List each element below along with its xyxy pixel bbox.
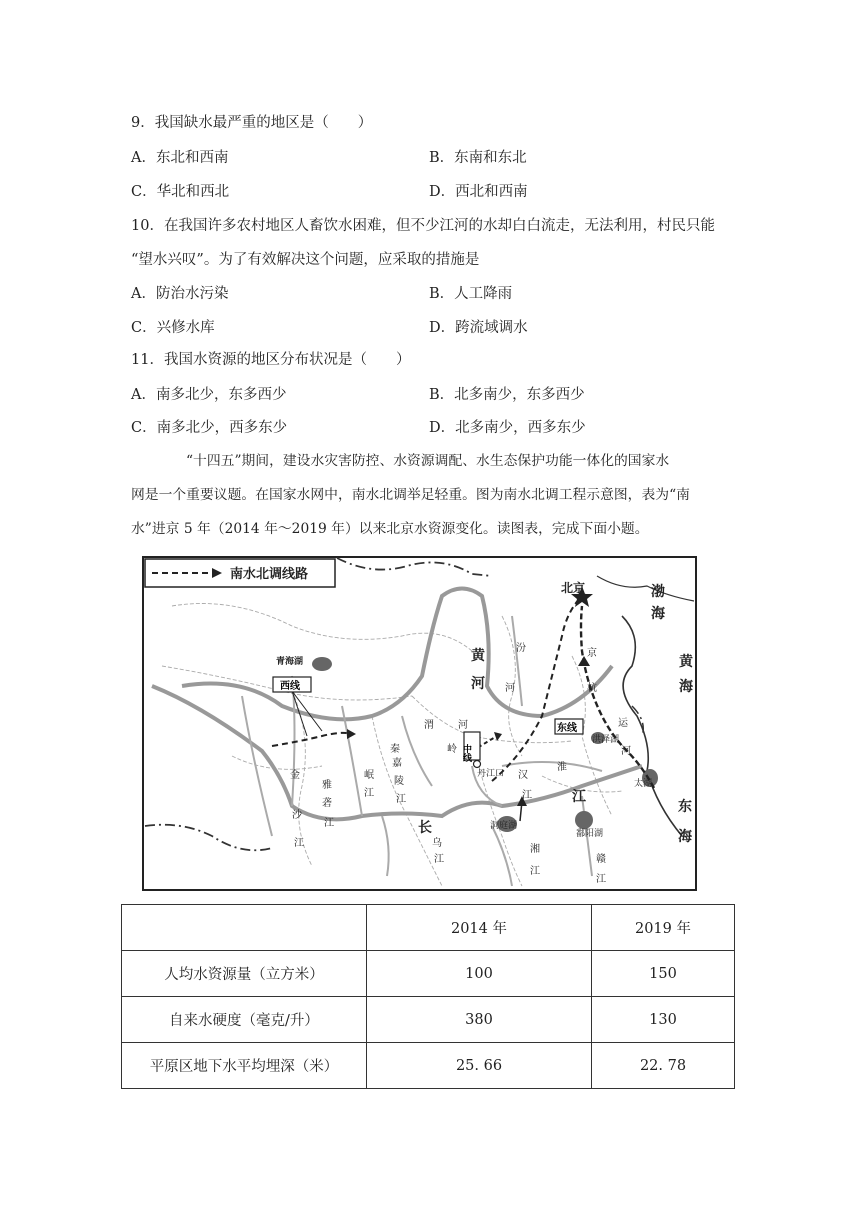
label-xiang-1: 湘 xyxy=(530,844,540,855)
label-min-2: 江 xyxy=(364,788,374,799)
south-north-water-diversion-map xyxy=(142,556,697,891)
label-jialing-3: 江 xyxy=(396,794,406,805)
label-gan-2: 江 xyxy=(596,874,606,885)
danjiangkou-point xyxy=(474,761,481,768)
label-huai: 淮 xyxy=(557,762,567,773)
q9-option-d: D．西北和西南 xyxy=(429,184,528,200)
q10-stem-line1: 10．在我国许多农村地区人畜饮水困难，但不少江河的水却白白流走，无法利用，村民只能 xyxy=(131,218,715,234)
label-jinsha-2: 沙 xyxy=(292,810,302,821)
label-huanghai-2: 海 xyxy=(679,679,693,695)
intro-line-2: 网是一个重要议题。在国家水网中，南水北调举足轻重。图为南水北调工程示意图，表为“南 xyxy=(131,487,690,503)
table-cell: 100 xyxy=(367,951,592,997)
label-yunhe-2: 河 xyxy=(621,746,631,757)
label-beijing: 北京 xyxy=(561,581,586,595)
label-huanghai-1: 黄 xyxy=(679,654,693,670)
table-cell: 150 xyxy=(592,951,735,997)
intro-line-3: 水”进京 5 年（2014 年～2019 年）以来北京水资源变化。读图表，完成下面小题。 xyxy=(131,521,649,537)
intro-line-1: “十四五”期间，建设水灾害防控、水资源调配、水生态保护功能一体化的国家水 xyxy=(186,453,670,469)
beijing-water-resources-table xyxy=(121,904,735,1089)
table-cell: 平原区地下水平均埋深（米） xyxy=(122,1043,367,1089)
table-row xyxy=(122,1043,735,1089)
label-wujiang-2: 江 xyxy=(434,854,444,865)
label-qinghai-lake: 青海湖 xyxy=(276,657,304,667)
label-yalong-1: 雅 xyxy=(322,780,332,791)
table-cell: 25. 66 xyxy=(367,1043,592,1089)
table-cell: 130 xyxy=(592,997,735,1043)
label-yalong-3: 江 xyxy=(324,818,334,829)
label-huanghe-2: 河 xyxy=(471,676,485,692)
label-hanjiang-1: 汉 xyxy=(518,770,528,781)
q11-stem: 11．我国水资源的地区分布状况是（ ） xyxy=(131,352,411,368)
label-gan-1: 赣 xyxy=(596,854,606,865)
table-header-row xyxy=(122,905,735,951)
table-row xyxy=(122,951,735,997)
middle-route-label: 中线 xyxy=(461,744,471,762)
label-jinghang-1: 京 xyxy=(587,648,597,659)
table-cell: 22. 78 xyxy=(592,1043,735,1089)
label-weihe-1: 渭 xyxy=(424,720,434,731)
label-jinsha-3: 江 xyxy=(294,838,304,849)
q11-option-b: B．北多南少，东多西少 xyxy=(429,387,585,403)
label-wujiang-1: 乌 xyxy=(432,838,442,849)
label-bohai-2: 海 xyxy=(651,606,665,622)
label-donghai-1: 东 xyxy=(678,799,692,815)
q10-option-b: B．人工降雨 xyxy=(429,286,513,302)
label-jialing-2: 陵 xyxy=(394,776,404,787)
label-changjiang-1: 长 xyxy=(418,820,432,836)
q10-option-c: C．兴修水库 xyxy=(131,320,215,336)
qinghai-lake xyxy=(312,657,332,671)
label-qinling-2: 岭 xyxy=(447,744,457,755)
label-qinling-1: 秦 xyxy=(390,744,400,755)
q11-option-a: A．南多北少，东多西少 xyxy=(131,387,287,403)
label-tai-lake: 太湖 xyxy=(634,779,653,789)
label-changjiang-2: 江 xyxy=(572,789,586,805)
label-xiang-2: 江 xyxy=(530,866,540,877)
q10-option-a: A．防治水污染 xyxy=(131,286,229,302)
label-danjiangkou: 丹江口 xyxy=(477,769,505,779)
label-yunhe-1: 运 xyxy=(618,718,628,729)
q9-option-a: A．东北和西南 xyxy=(131,150,229,166)
label-huanghe-1: 黄 xyxy=(471,648,485,664)
label-hongze-lake: 洪泽湖 xyxy=(592,735,620,745)
table-header-cell: 2019 年 xyxy=(592,905,735,951)
western-route-label: 西线 xyxy=(280,681,300,692)
table-header-cell xyxy=(122,905,367,951)
q9-stem: 9．我国缺水最严重的地区是（ ） xyxy=(131,115,373,131)
label-yalong-2: 砻 xyxy=(322,798,332,809)
q10-option-d: D．跨流域调水 xyxy=(429,320,528,336)
table-row xyxy=(122,997,735,1043)
q9-option-c: C．华北和西北 xyxy=(131,184,230,200)
eastern-route-label: 东线 xyxy=(557,723,577,734)
q10-stem-line2: “望水兴叹”。为了有效解决这个问题，应采取的措施是 xyxy=(131,252,480,268)
table-cell: 自来水硬度（毫克/升） xyxy=(122,997,367,1043)
label-hanjiang-2: 江 xyxy=(522,790,532,801)
label-fen-2: 河 xyxy=(505,683,515,694)
label-dongting-lake: 洞庭湖 xyxy=(490,821,518,831)
label-jinghang-2: 杭 xyxy=(587,683,597,694)
label-jialing-1: 嘉 xyxy=(392,758,402,769)
label-weihe-2: 河 xyxy=(458,720,468,731)
label-min-1: 岷 xyxy=(364,770,374,781)
poyang-lake xyxy=(575,811,593,829)
table-header-cell: 2014 年 xyxy=(367,905,592,951)
q9-option-b: B．东南和东北 xyxy=(429,150,527,166)
q11-option-c: C．南多北少，西多东少 xyxy=(131,420,288,436)
table-cell: 人均水资源量（立方米） xyxy=(122,951,367,997)
label-fen-1: 汾 xyxy=(516,643,526,654)
label-poyang-lake: 鄱阳湖 xyxy=(576,829,604,839)
label-bohai-1: 渤 xyxy=(651,584,665,600)
label-jinsha-1: 金 xyxy=(290,770,300,781)
label-donghai-2: 海 xyxy=(678,829,692,845)
q11-option-d: D．北多南少，西多东少 xyxy=(429,420,586,436)
table-cell: 380 xyxy=(367,997,592,1043)
map-legend-label: 南水北调线路 xyxy=(230,567,309,582)
